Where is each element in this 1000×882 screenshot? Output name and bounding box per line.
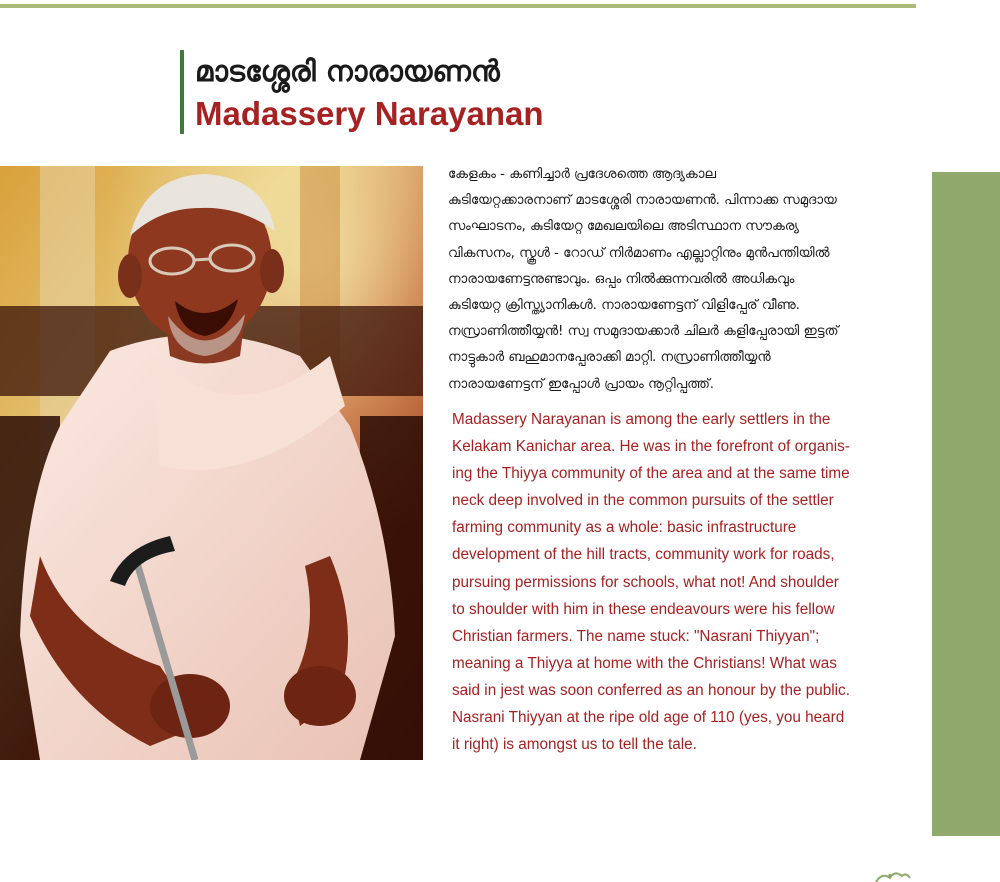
ml-line: കുടിയേറ്റക്കാരനാണ് മാടശ്ശേരി നാരായണൻ. പിന്നാക്ക സമുദായ — [448, 193, 837, 209]
en-line: pursuing permissions for schools, what not! And shoulder — [452, 573, 839, 591]
ml-line: നാരായണേട്ടന് ഇപ്പോൾ പ്രായം നൂറ്റിപ്പത്ത്. — [448, 376, 715, 392]
ml-line: കേളകം - കണിച്ചാർ പ്രദേശത്തെ ആദ്യകാല — [448, 167, 716, 182]
portrait-photo — [0, 166, 423, 760]
en-line: farming community as a whole: basic infrastructure — [452, 519, 797, 537]
leaf-ornament-icon — [872, 870, 912, 882]
en-line: ing the Thiyya community of the area and at the same time — [452, 465, 850, 483]
side-color-bar — [932, 172, 1000, 836]
en-line: Kelakam Kanichar area. He was in the forefront of organis- — [452, 438, 850, 456]
page-title-malayalam: മാടശ്ശേരി നാരായണൻ — [195, 54, 500, 88]
en-line: development of the hill tracts, community work for roads, — [452, 546, 835, 564]
ml-line: കുടിയേറ്റ ക്രിസ്ത്യാനികൾ. നാരായണേട്ടന് വിളിപ്പേര് വീണു. — [448, 298, 800, 314]
ml-line: നാരായണേട്ടനുണ്ടാവും. ഒപ്പം നിൽക്കുന്നവരിൽ അധികവും — [448, 271, 795, 287]
page-title-english: Madassery Narayanan — [195, 95, 544, 132]
title-accent-bar — [180, 50, 184, 134]
en-line: said in jest was soon conferred as an honour by the public. — [452, 681, 850, 699]
ml-line: നസ്രാണിത്തീയ്യൻ! സ്വ സമുദായക്കാർ ചിലർ കളിപ്പേരായി ഇട്ടത് — [448, 324, 839, 340]
en-line: neck deep involved in the common pursuits of the settler — [452, 492, 834, 510]
en-line: Madassery Narayanan is among the early settlers in the — [452, 411, 831, 428]
en-line: meaning a Thiyya at home with the Christians! What was — [452, 654, 837, 672]
ml-line: വികസനം, സ്കൂൾ - റോഡ് നിർമാണം എല്ലാറ്റിനും മുൻപന്തിയിൽ — [448, 245, 830, 261]
en-line: to shoulder with him in these endeavours were his fellow — [452, 600, 835, 618]
en-line: Nasrani Thiyyan at the ripe old age of 110 (yes, you heard — [452, 709, 845, 727]
en-line: it right) is amongst us to tell the tale. — [452, 736, 697, 754]
top-rule — [0, 4, 916, 8]
ml-line: സംഘാടനം, കുടിയേറ്റ മേഖലയിലെ അടിസ്ഥാന സൗകര്യ — [448, 219, 799, 235]
en-line: Christian farmers. The name stuck: "Nasrani Thiyyan"; — [452, 627, 820, 645]
malayalam-paragraph — [448, 162, 918, 398]
ml-line: നാട്ടുകാർ ബഹുമാനപ്പേരാക്കി മാറ്റി. നസ്രാണിത്തീയ്യൻ — [448, 350, 771, 366]
english-paragraph — [452, 406, 922, 758]
portrait-illustration — [0, 166, 423, 760]
